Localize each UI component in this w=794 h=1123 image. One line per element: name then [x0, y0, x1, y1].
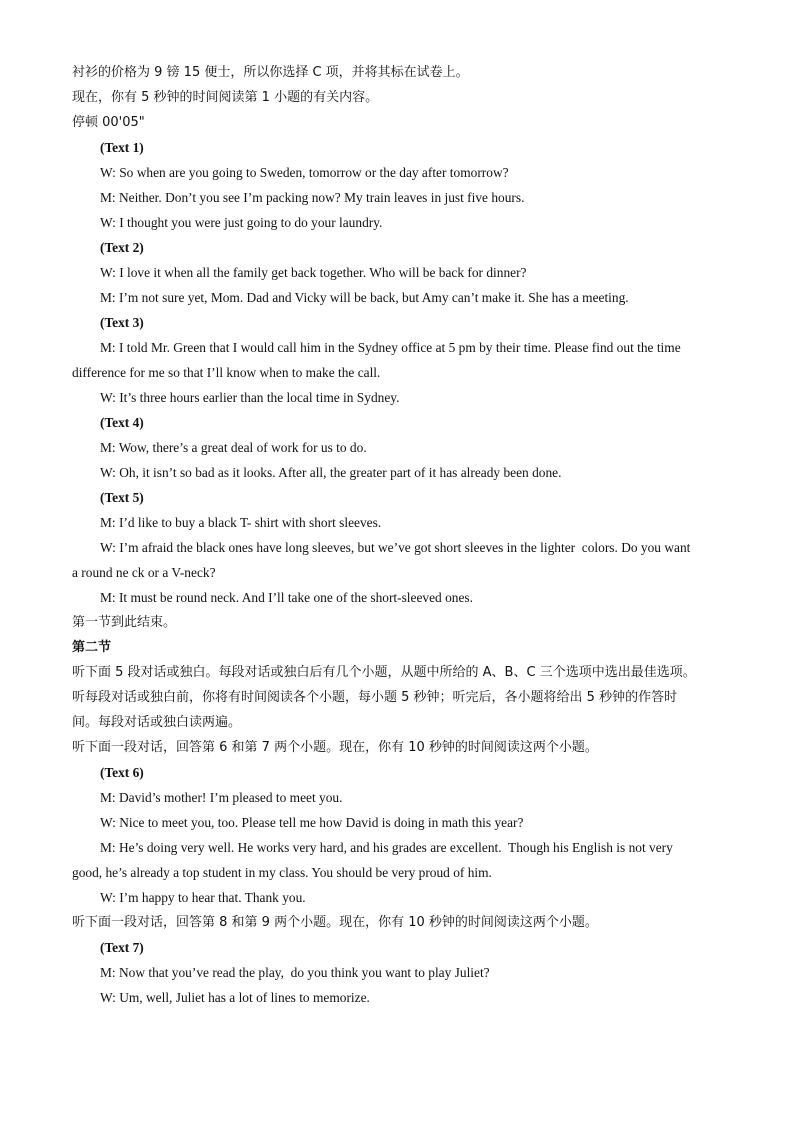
dialogue-line: W: It’s three hours earlier than the local time in Sydney.: [100, 390, 400, 405]
dialogue-line: M: Neither. Don’t you see I’m packing now? My train leaves in just five hours.: [100, 190, 525, 205]
text-line: 现在，你有 5 秒钟的时间阅读第 1 小题的有关内容。: [72, 90, 379, 105]
dialogue-line: M: David’s mother! I’m pleased to meet you.: [100, 790, 343, 805]
dialogue-line: good, he’s already a top student in my class. You should be very proud of him.: [72, 865, 492, 880]
dialogue-line: W: Nice to meet you, too. Please tell me how David is doing in math this year?: [100, 815, 524, 830]
dialogue-line: M: He’s doing very well. He works very hard, and his grades are excellent. Though his English is not very: [100, 840, 673, 855]
dialogue-line: W: I’m happy to hear that. Thank you.: [100, 890, 306, 905]
section-heading: (Text 7): [100, 940, 144, 955]
dialogue-line: M: Wow, there’s a great deal of work for us to do.: [100, 440, 367, 455]
dialogue-line: M: I’d like to buy a black T- shirt with short sleeves.: [100, 515, 382, 530]
dialogue-line: W: So when are you going to Sweden, tomorrow or the day after tomorrow?: [100, 165, 509, 180]
dialogue-line: W: Oh, it isn’t so bad as it looks. After all, the greater part of it has already been done.: [100, 465, 562, 480]
dialogue-line: W: I love it when all the family get back together. Who will be back for dinner?: [100, 265, 527, 280]
dialogue-line: M: Now that you’ve read the play, do you think you want to play Juliet?: [100, 965, 490, 980]
dialogue-line: W: I’m afraid the black ones have long sleeves, but we’ve got short sleeves in the lighter colors. Do you want: [100, 540, 691, 555]
section-heading: (Text 1): [100, 140, 144, 155]
dialogue-line: M: It must be round neck. And I’ll take one of the short-sleeved ones.: [100, 590, 473, 605]
text-line: 第一节到此结束。: [72, 615, 177, 630]
section-heading: (Text 5): [100, 490, 144, 505]
section-heading: (Text 4): [100, 415, 144, 430]
instruction-line: 听下面一段对话，回答第 8 和第 9 两个小题。现在，你有 10 秒钟的时间阅读这两个小题。: [72, 915, 598, 930]
instruction-line: 间。每段对话或独白读两遍。: [72, 715, 242, 730]
dialogue-line: difference for me so that I’ll know when to make the call.: [72, 365, 381, 380]
instruction-line: 听每段对话或独白前，你将有时间阅读各个小题，每小题 5 秒钟；听完后，各小题将给出 5 秒钟的作答时: [72, 690, 678, 705]
dialogue-line: W: Um, well, Juliet has a lot of lines to memorize.: [100, 990, 370, 1005]
instruction-line: 听下面 5 段对话或独白。每段对话或独白后有几个小题，从题中所给的 A、B、C 三个选项中选出最佳选项。: [72, 665, 696, 680]
section-heading: (Text 6): [100, 765, 144, 780]
section-title: 第二节: [72, 640, 112, 655]
dialogue-line: W: I thought you were just going to do your laundry.: [100, 215, 383, 230]
instruction-line: 听下面一段对话，回答第 6 和第 7 两个小题。现在，你有 10 秒钟的时间阅读这两个小题。: [72, 740, 598, 755]
dialogue-line: a round ne ck or a V-neck?: [72, 565, 216, 580]
section-heading: (Text 3): [100, 315, 144, 330]
section-heading: (Text 2): [100, 240, 144, 255]
text-line: 停顿 00'05": [72, 115, 145, 130]
dialogue-line: M: I told Mr. Green that I would call him in the Sydney office at 5 pm by their time. Please find out the time: [100, 340, 681, 355]
text-line: 衬衫的价格为 9 镑 15 便士，所以你选择 C 项，并将其标在试卷上。: [72, 65, 469, 80]
dialogue-line: M: I’m not sure yet, Mom. Dad and Vicky will be back, but Amy can’t make it. She has a meeting.: [100, 290, 629, 305]
